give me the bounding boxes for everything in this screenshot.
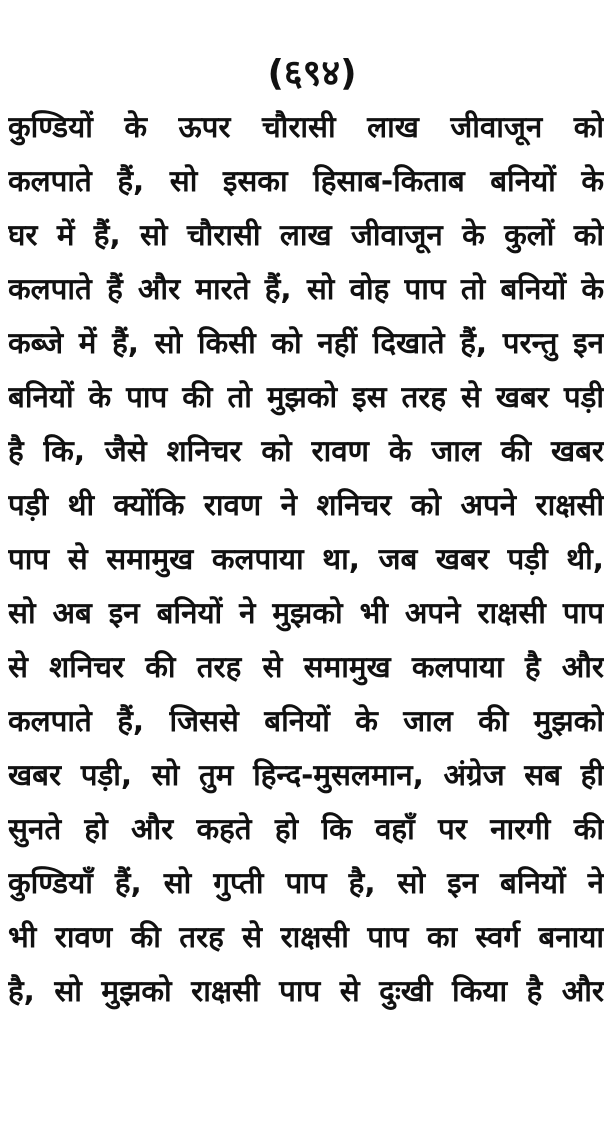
text-line: पाप से समामुख कलपाया था, जब खबर पड़ी थी, [8, 542, 604, 576]
text-line: कुण्डियाँ हैं, सो गुप्ती पाप है, सो इन बनियों ने [8, 866, 604, 900]
body-text [8, 100, 604, 1018]
text-line: कुण्डियों के ऊपर चौरासी लाख जीवाजून को [8, 110, 604, 144]
text-line: सुनते हो और कहते हो कि वहाँ पर नारगी की [8, 812, 604, 846]
text-line: है कि, जैसे शनिचर को रावण के जाल की खबर [8, 434, 604, 468]
text-line: कलपाते हैं और मारते हैं, सो वोह पाप तो बनियों के [8, 272, 604, 306]
text-line: कब्जे में हैं, सो किसी को नहीं दिखाते हैं, परन्तु इन [8, 326, 604, 360]
text-line: घर में हैं, सो चौरासी लाख जीवाजून के कुलों को [8, 218, 604, 252]
text-line: भी रावण की तरह से राक्षसी पाप का स्वर्ग बनाया [8, 920, 604, 954]
text-line: बनियों के पाप की तो मुझको इस तरह से खबर पड़ी [8, 380, 604, 414]
text-line: कलपाते हैं, सो इसका हिसाब-किताब बनियों के [8, 164, 604, 198]
text-line: खबर पड़ी, सो तुम हिन्द-मुसलमान, अंग्रेज सब ही [8, 758, 604, 792]
text-line: सो अब इन बनियों ने मुझको भी अपने राक्षसी पाप [8, 596, 604, 630]
text-line: से शनिचर की तरह से समामुख कलपाया है और [8, 650, 604, 684]
text-line: कलपाते हैं, जिससे बनियों के जाल की मुझको [8, 704, 604, 738]
page-number: (६९४) [267, 53, 357, 94]
text-line: पड़ी थी क्योंकि रावण ने शनिचर को अपने राक्षसी [8, 488, 604, 522]
text-line: है, सो मुझको राक्षसी पाप से दुःखी किया है और [8, 974, 604, 1008]
